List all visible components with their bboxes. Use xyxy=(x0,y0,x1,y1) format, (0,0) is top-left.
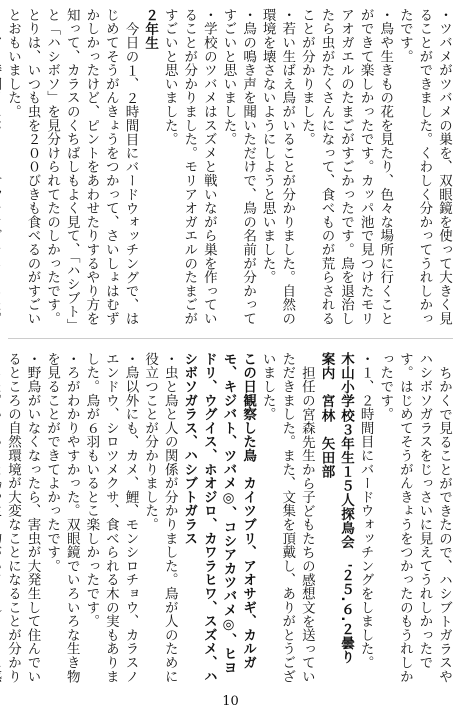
bottom-paragraph: ・鳥以外にも、カメ、鯉、モンシロチョウ、カラスノエンドウ、シロツメクサ、食べられる木の実もありました。鳥が６羽もいるとこ楽しかったです。 xyxy=(83,352,139,684)
bottom-paragraph: ・１、２時間目にバードウォッチングをしました。 xyxy=(357,352,374,670)
section-divider xyxy=(8,338,453,339)
bottom-paragraph: ・虫と鳥と人の関係が分かりました。鳥が人のために役立つことが分かりました。 xyxy=(142,352,178,684)
page-number: 10 xyxy=(222,694,239,709)
bottom-paragraph: ・野鳥がいなくなったら、害虫が大発生して住んでいるところの自然環境が大変なことになることが分かり xyxy=(4,352,41,684)
bottom-paragraph: ・ろがわかりやすかった。双眼鏡でいろいろな生き物を見ることができてよかったです。 xyxy=(44,352,80,684)
bottom-section-third-grade-report xyxy=(4,352,453,684)
bottom-heading: 木山小学校３年生１５人探鳥会 '２５.６.２曇り 案内 宮林 矢田部 xyxy=(318,352,355,679)
top-section-second-grade-reports xyxy=(4,8,453,326)
top-paragraph xyxy=(0,8,2,326)
bottom-paragraph: 担任の宮森先生から子どもたちの感想文を送っていただきました。また、文集を頂戴し、ありがとうございました。 xyxy=(259,352,315,684)
top-paragraph: ・学校のツバメはスズメと戦いながら巣を作っていることが分かりました。モリアオガエルのたまごがすごいと思いました。 xyxy=(161,8,217,326)
bottom-paragraph: ちかくで見ることができたので、ハシブトガラスやハシボソガラスをじっさいに見えてうれしかったです。はじめてそうがんきょうをつかったのもうれしかったです。 xyxy=(377,352,452,684)
top-paragraph: ・若い生ばえ鳥がいることが分かりました。自然の環境を壊さないようにしようと思いました。 xyxy=(259,8,296,326)
top-paragraph: ・鳥や生きもの花を見たり、色々な場所に行くことができて楽しかったです。カッパ池で見つけたモリアオガエルのたまごがすごかったです。鳥を退治したら虫がたくさんになって、食べものが荒らされることが分かりました。 xyxy=(298,8,394,326)
top-heading: ２年生 xyxy=(142,8,159,51)
top-paragraph: 今日の１、２時間目にバードウォッチングで、はじめてそうがんきょうをつかって、さいしょはむずかしかったけど、ピントをあわせたりするやり方を知って、カラスのくちばしもよく見て、「ハシブト」と「ハシボソ」を見分けられてたのしかったです。とりは、いつも虫を２００びきも食べるのがすごいとおもいました。 xyxy=(4,8,139,326)
top-paragraph: ・鳥の鳴き声を聞いただけで、鳥の名前が分かってすごいと思いました。 xyxy=(220,8,257,326)
top-paragraph: ・ツバメがツバメの巣を、双眼鏡を使って大きく見ることができました。くわしく分かってうれしかったです。 xyxy=(396,8,452,326)
bottom-paragraph: この日観察した鳥 カイツブリ、アオサギ、カルガモ、キジバト、ツバメ◎、コシアカツバメ◎、ヒヨドリ、ウグイス、ホオジロ、カワラヒワ、スズメ、ハシボソガラス、ハシブトガラス xyxy=(181,352,257,684)
